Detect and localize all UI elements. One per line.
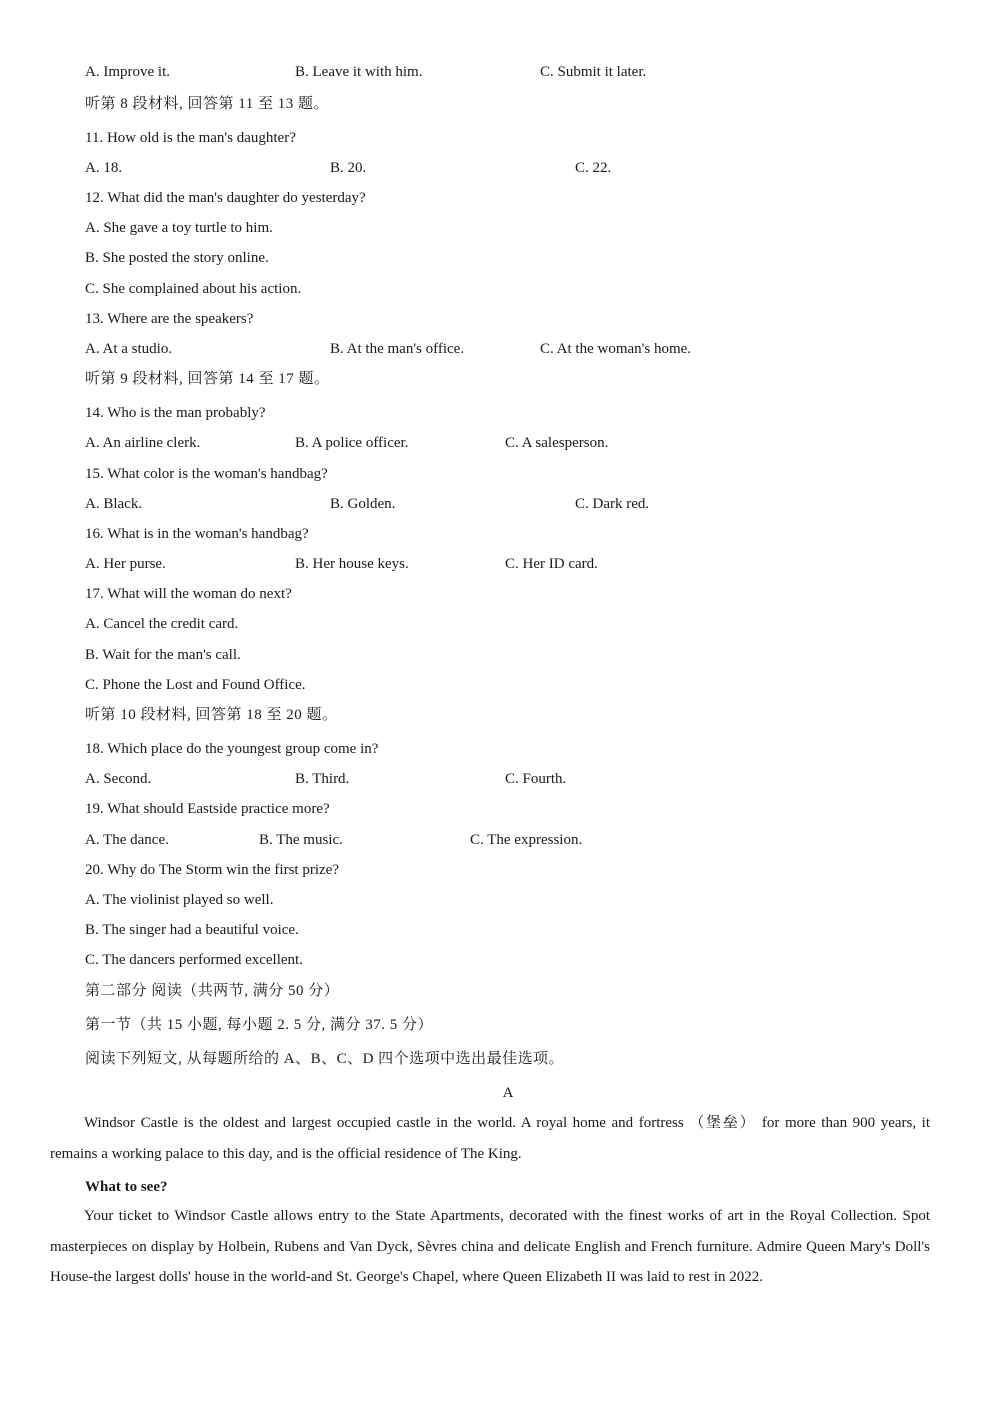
- passage-paragraph-1: Windsor Castle is the oldest and largest occupied castle in the world. A royal home and fortress （堡垒） for more than 900 years, it remains a working palace to this day, and is the official residence of The King.: [50, 1115, 930, 1162]
- option-c: C. Fourth.: [505, 771, 567, 787]
- option-b: B. 20.: [330, 160, 367, 176]
- question-11: 11. How old is the man's daughter?: [85, 130, 296, 146]
- reading-instructions: 阅读下列短文, 从每题所给的 A、B、C、D 四个选项中选出最佳选项。: [85, 1051, 565, 1067]
- option-b: B. The singer had a beautiful voice.: [85, 922, 299, 938]
- option-c: C. Dark red.: [575, 496, 650, 512]
- passage-subheading: What to see?: [85, 1179, 168, 1195]
- section-instruction-9: 听第 9 段材料, 回答第 14 至 17 题。: [85, 371, 330, 387]
- option-b: B. A police officer.: [295, 435, 409, 451]
- question-15: 15. What color is the woman's handbag?: [85, 466, 328, 482]
- option-a: A. The dance.: [85, 832, 169, 848]
- question-12: 12. What did the man's daughter do yesterday?: [85, 190, 366, 206]
- option-c: C. Submit it later.: [540, 64, 647, 80]
- section-instruction-10: 听第 10 段材料, 回答第 18 至 20 题。: [85, 707, 338, 723]
- part2-heading: 第二部分 阅读（共两节, 满分 50 分）: [85, 983, 340, 999]
- option-a: A. At a studio.: [85, 341, 173, 357]
- option-a: A. An airline clerk.: [85, 435, 201, 451]
- part2-section1-heading: 第一节（共 15 小题, 每小题 2. 5 分, 满分 37. 5 分）: [85, 1017, 434, 1033]
- option-c: C. A salesperson.: [505, 435, 609, 451]
- option-b: B. She posted the story online.: [85, 250, 269, 266]
- section-instruction-8: 听第 8 段材料, 回答第 11 至 13 题。: [85, 96, 329, 112]
- option-a: A. 18.: [85, 160, 123, 176]
- option-c: C. The expression.: [470, 832, 583, 848]
- option-c: C. Phone the Lost and Found Office.: [85, 677, 306, 693]
- option-c: C. She complained about his action.: [85, 281, 302, 297]
- passage-paragraph-2: Your ticket to Windsor Castle allows entry to the State Apartments, decorated with the finest works of art in the Royal Collection. Spot masterpieces on display by Holbein, Rubens and Van Dyck, Sèvres china and delicate English and French furniture. Admire Queen Mary's Doll's House-the largest dolls' house in the world-and St. George's Chapel, where Queen Elizabeth II was laid to rest in 2022.: [50, 1208, 930, 1285]
- option-a: A. She gave a toy turtle to him.: [85, 220, 273, 236]
- option-b: B. Golden.: [330, 496, 396, 512]
- option-c: C. Her ID card.: [505, 556, 598, 572]
- question-19: 19. What should Eastside practice more?: [85, 801, 330, 817]
- question-14: 14. Who is the man probably?: [85, 405, 266, 421]
- option-b: B. Wait for the man's call.: [85, 647, 241, 663]
- question-16: 16. What is in the woman's handbag?: [85, 526, 309, 542]
- option-b: B. Leave it with him.: [295, 64, 423, 80]
- option-a: A. Her purse.: [85, 556, 166, 572]
- option-b: B. The music.: [259, 832, 343, 848]
- option-a: A. Improve it.: [85, 64, 170, 80]
- question-17: 17. What will the woman do next?: [85, 586, 292, 602]
- option-b: B. Third.: [295, 771, 350, 787]
- option-c: C. The dancers performed excellent.: [85, 952, 303, 968]
- option-b: B. Her house keys.: [295, 556, 409, 572]
- option-a: A. The violinist played so well.: [85, 892, 274, 908]
- option-a: A. Black.: [85, 496, 143, 512]
- question-20: 20. Why do The Storm win the first prize?: [85, 862, 339, 878]
- question-13: 13. Where are the speakers?: [85, 311, 254, 327]
- option-a: A. Cancel the credit card.: [85, 616, 239, 632]
- option-a: A. Second.: [85, 771, 152, 787]
- option-c: C. 22.: [575, 160, 612, 176]
- option-c: C. At the woman's home.: [540, 341, 692, 357]
- question-18: 18. Which place do the youngest group come in?: [85, 741, 379, 757]
- option-b: B. At the man's office.: [330, 341, 465, 357]
- passage-label: A: [502, 1085, 514, 1101]
